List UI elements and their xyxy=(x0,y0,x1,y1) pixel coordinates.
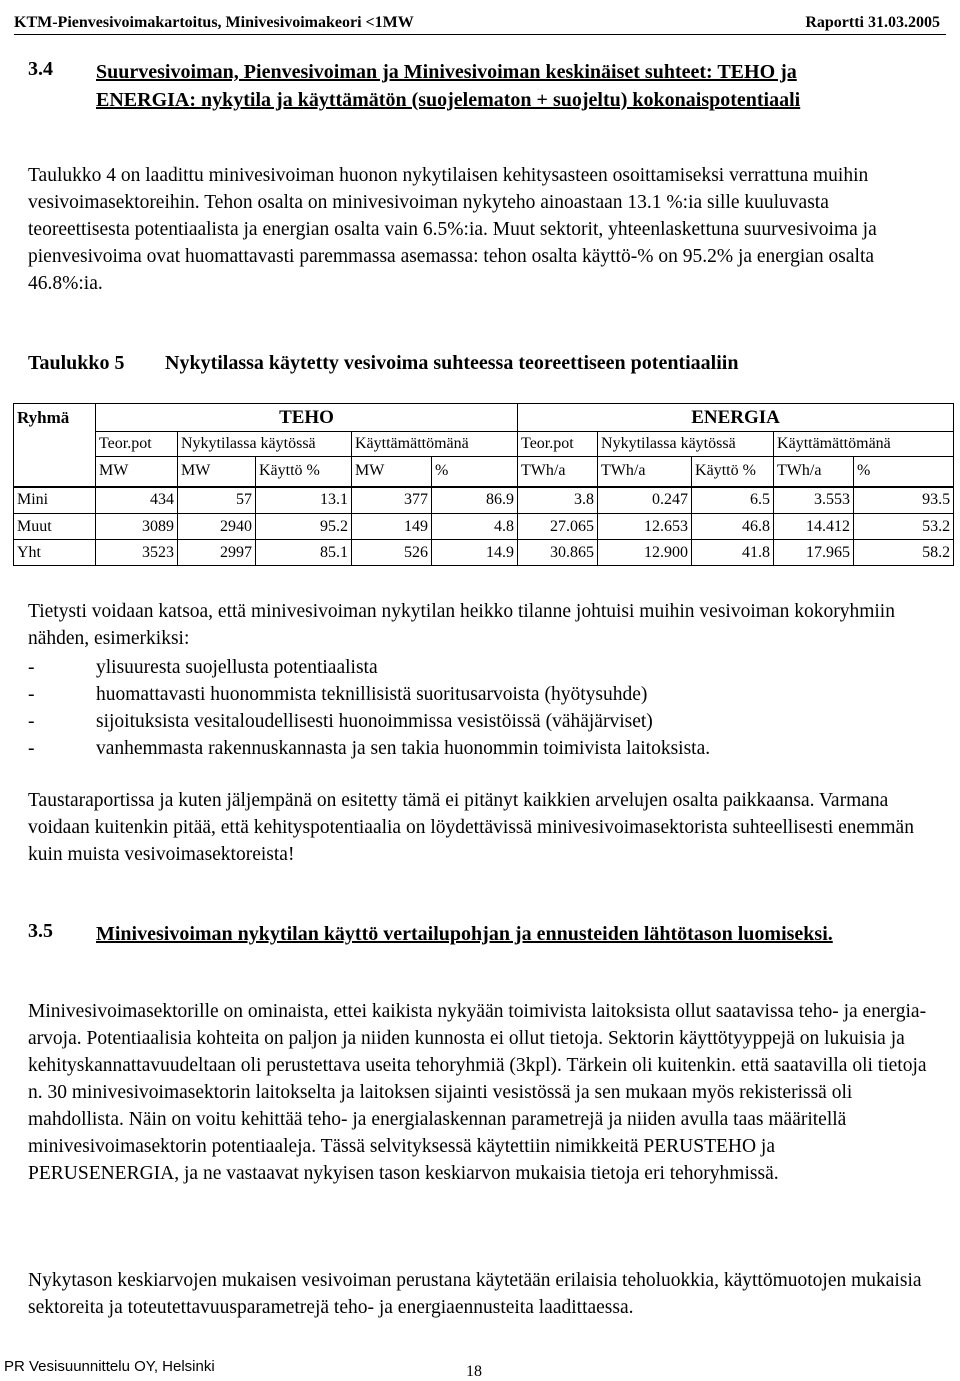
value-cell: 526 xyxy=(352,540,432,566)
value-cell: 2997 xyxy=(178,540,256,566)
table-row xyxy=(14,487,954,514)
list-dash: - xyxy=(28,684,35,705)
value-cell: 4.8 xyxy=(432,514,518,540)
empty-cell xyxy=(14,457,96,487)
value-cell: 3.553 xyxy=(774,487,854,514)
row-label: Muut xyxy=(14,514,96,540)
sub-header: Käyttämättömänä xyxy=(774,432,954,457)
value-cell: 58.2 xyxy=(854,540,954,566)
list-dash: - xyxy=(28,738,35,759)
section-number: 3.4 xyxy=(28,58,53,80)
list-item-text: ylisuuresta suojellusta potentiaalista xyxy=(96,657,378,678)
unit-cell: MW xyxy=(352,457,432,487)
list-item xyxy=(28,681,928,708)
group-header: Ryhmä xyxy=(14,404,96,432)
sub-header: Teor.pot xyxy=(96,432,178,457)
value-cell: 13.1 xyxy=(256,487,352,514)
value-cell: 434 xyxy=(96,487,178,514)
value-cell: 3089 xyxy=(96,514,178,540)
list-dash: - xyxy=(28,711,35,732)
footer-company: PR Vesisuunnittelu OY, Helsinki xyxy=(4,1358,215,1375)
paragraph-reasons: Tietysti voidaan katsoa, että minivesivoiman nykytilan heikko tilanne johtuisi muihin vesivoiman kokoryhmiin nähden, esimerkiksi: xyxy=(28,601,895,649)
value-cell: 6.5 xyxy=(692,487,774,514)
sub-header: Nykytilassa käytössä xyxy=(178,432,352,457)
value-cell: 2940 xyxy=(178,514,256,540)
header-rule xyxy=(14,34,946,35)
unit-cell: MW xyxy=(96,457,178,487)
value-cell: 86.9 xyxy=(432,487,518,514)
value-cell: 12.653 xyxy=(598,514,692,540)
energia-header: ENERGIA xyxy=(518,404,954,432)
paragraph-intro: Taulukko 4 on laadittu minivesivoiman huonon nykytilaisen kehitysasteen osoittamiseksi verrattuna muihin vesivoimasektoreihin. Tehon osalta on minivesivoiman nykyteho ainoastaan 13.1 %:ia sille kuuluvasta teoreettisesta potentiaalista ja energian osalta vain 6.5%:ia. Muut sektorit, yhteenlaskettuna suurvesivoima ja pienvesivoima ovat huomattavasti paremmassa asemassa: tehon osalta käyttö-% on 95.2% ja energian osalta 46.8%:ia. xyxy=(28,165,877,294)
unit-cell: Käyttö % xyxy=(692,457,774,487)
list-item-text: huomattavasti huonommista teknillisistä suoritusarvoista (hyötysuhde) xyxy=(96,684,648,705)
value-cell: 41.8 xyxy=(692,540,774,566)
paragraph-basis: Nykytason keskiarvojen mukaisen vesivoiman perustana käytetään erilaisia teholuokkia, käyttömuotojen mukaisia sektoreita ja toteutettavuusparametrejä teho- ja energiaennusteita laadittaessa. xyxy=(28,1270,922,1318)
list-item-text: vanhemmasta rakennuskannasta ja sen takia huonommin toimivista laitoksista. xyxy=(96,738,711,759)
value-cell: 95.2 xyxy=(256,514,352,540)
value-cell: 3523 xyxy=(96,540,178,566)
value-cell: 14.412 xyxy=(774,514,854,540)
value-cell: 0.247 xyxy=(598,487,692,514)
data-table xyxy=(13,403,954,566)
unit-cell: TWh/a xyxy=(518,457,598,487)
value-cell: 85.1 xyxy=(256,540,352,566)
list-item xyxy=(28,654,928,681)
row-label: Yht xyxy=(14,540,96,566)
paragraph-sector: Minivesivoimasektorille on ominaista, ettei kaikista nykyään toimivista laitoksista ollut saatavissa teho- ja energia-arvoja. Potentiaalisia kohteita on paljon ja niiden kunnosta ei ollut tietoja. Sektorin käyttötyyppejä on lukuisia ja kehityskannattavuudeltaan oli perustettava useita tehoryhmiä (3kpl). Tärkein oli kuitenkin. että saatavilla oli tietoja n. 30 minivesivoimasektorin laitokselta ja laitoksen sijainti vesistössä ja sen mukaan myös rekisterissä oli mahdollista. Näin on voitu kehittää teho- ja energialaskennan parametrejä ja niiden avulla taas määritellä minivesivoimasektorin potentiaaleja. Tässä selvityksessä käytettiin nimikkeitä PERUSTEHO ja PERUSENERGIA, ja ne vastaavat nykyisen tason keskiarvon mukaisia tietoja eri tehoryhmissä. xyxy=(28,1001,927,1184)
unit-cell: % xyxy=(432,457,518,487)
table-caption-label: Taulukko 5 xyxy=(28,352,125,374)
unit-cell: TWh/a xyxy=(774,457,854,487)
row-label: Mini xyxy=(14,487,96,514)
paragraph-background: Taustaraportissa ja kuten jäljempänä on esitetty tämä ei pitänyt kaikkien arvelujen osalta paikkaansa. Varmana voidaan kuitenkin pitää, että kehityspotentiaalia on löydettävissä minivesivoimasektorista suhteellisesti enemmän kuin muista vesivoimasektoreista! xyxy=(28,790,914,865)
unit-cell: % xyxy=(854,457,954,487)
value-cell: 93.5 xyxy=(854,487,954,514)
table-row xyxy=(14,540,954,566)
value-cell: 53.2 xyxy=(854,514,954,540)
sub-header: Nykytilassa käytössä xyxy=(598,432,774,457)
list-dash: - xyxy=(28,657,35,678)
page-number: 18 xyxy=(466,1363,482,1380)
unit-cell: Käyttö % xyxy=(256,457,352,487)
list-item xyxy=(28,708,928,735)
unit-cell: MW xyxy=(178,457,256,487)
teho-header: TEHO xyxy=(96,404,518,432)
header-title: KTM-Pienvesivoimakartoitus, Minivesivoimakeori <1MW xyxy=(14,14,414,31)
list-item xyxy=(28,735,928,762)
table-row xyxy=(14,514,954,540)
sub-header: Käyttämättömänä xyxy=(352,432,518,457)
sub-header: Teor.pot xyxy=(518,432,598,457)
empty-cell xyxy=(14,432,96,457)
value-cell: 12.900 xyxy=(598,540,692,566)
value-cell: 27.065 xyxy=(518,514,598,540)
section-title: Suurvesivoiman, Pienvesivoiman ja Minivesivoiman keskinäiset suhteet: TEHO ja ENERGIA: nykytila ja käyttämätön (suojelematon + suojeltu) kokonaispotentiaali xyxy=(96,61,801,111)
value-cell: 30.865 xyxy=(518,540,598,566)
value-cell: 3.8 xyxy=(518,487,598,514)
table-caption-text: Nykytilassa käytetty vesivoima suhteessa teoreettiseen potentiaaliin xyxy=(165,352,739,374)
section-title: Minivesivoiman nykytilan käyttö vertailupohjan ja ennusteiden lähtötason luomiseksi. xyxy=(96,923,833,945)
value-cell: 57 xyxy=(178,487,256,514)
value-cell: 149 xyxy=(352,514,432,540)
value-cell: 46.8 xyxy=(692,514,774,540)
value-cell: 14.9 xyxy=(432,540,518,566)
header-report-date: Raportti 31.03.2005 xyxy=(805,14,940,31)
unit-cell: TWh/a xyxy=(598,457,692,487)
reasons-list xyxy=(28,654,928,762)
list-item-text: sijoituksista vesitaloudellisesti huonoimmissa vesistöissä (vähäjärviset) xyxy=(96,711,653,732)
value-cell: 377 xyxy=(352,487,432,514)
section-number: 3.5 xyxy=(28,920,53,942)
value-cell: 17.965 xyxy=(774,540,854,566)
